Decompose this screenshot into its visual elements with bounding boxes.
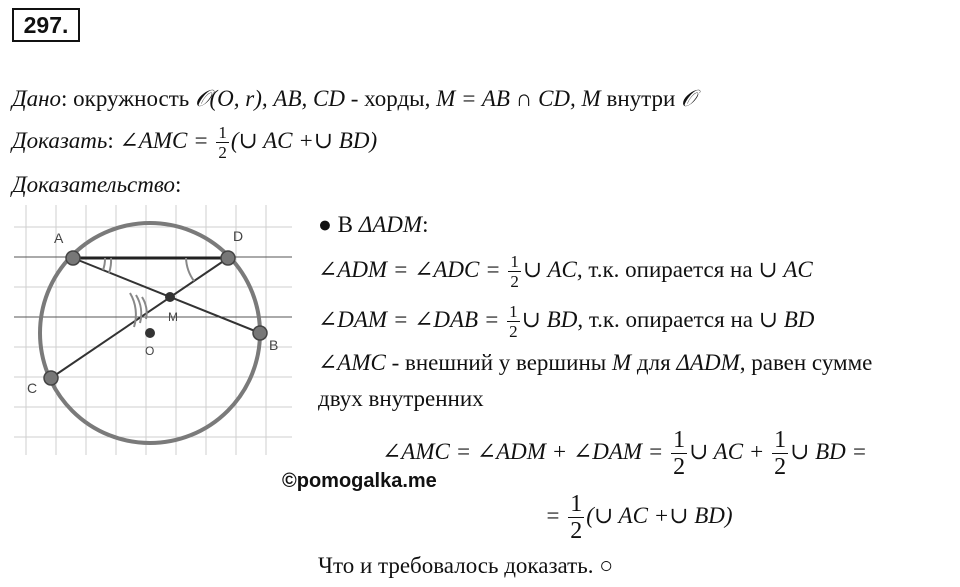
watermark: ©pomogalka.me — [282, 470, 437, 492]
proof-colon: : — [175, 172, 182, 197]
given-line — [12, 86, 696, 112]
given-chords-text: - хорды, — [344, 86, 437, 111]
proof-line-2: ∠DAM = ∠DAB = $\frac{1}{2}$ ∪ BD, т.к. опирается на ∪ BD — [318, 302, 815, 341]
proof-line-1: ∠ADM = ∠ADC = $\frac{1}{2}$ ∪ AC, т.к. опирается на ∪ AC — [318, 252, 813, 291]
prove-label: Доказать — [12, 127, 108, 153]
prove-fraction: $\frac{1}{2}$ — [218, 123, 227, 162]
point-m — [165, 292, 175, 302]
given-circle: 𝒪(O, r), — [195, 86, 268, 111]
prove-rhs: (∪ AC +∪ BD) — [230, 127, 378, 153]
proof-equation-1: ∠AMC = ∠ADM + ∠DAM = $\frac{1}{2}$ ∪ AC + $\frac{1}{2}$ ∪ BD = — [382, 427, 868, 480]
prove-colon: : — [107, 127, 120, 153]
bullet-triangle: ΔADM — [358, 212, 423, 237]
proof-label: Доказательство — [12, 172, 176, 197]
label-m: M — [168, 310, 178, 324]
proof-label-line — [12, 172, 181, 198]
geometry-figure — [14, 205, 292, 455]
prove-lhs: ∠AMC = — [119, 127, 209, 153]
label-b: B — [269, 337, 279, 353]
label-c: C — [27, 380, 38, 396]
point-b — [253, 326, 267, 340]
half-fraction: $\frac{1}{2}$ — [774, 427, 787, 480]
bullet-text: ● В — [318, 212, 359, 237]
label-d: D — [233, 228, 244, 244]
proof-line-4: двух внутренних — [318, 386, 484, 411]
conclusion: Что и требовалось доказать. ○ — [318, 553, 614, 578]
half-fraction: $\frac{1}{2}$ — [509, 302, 518, 341]
half-fraction: $\frac{1}{2}$ — [510, 252, 519, 291]
problem-number: 297. — [12, 8, 80, 42]
label-a: A — [54, 230, 64, 246]
point-c — [44, 371, 58, 385]
given-inside-text: внутри — [600, 86, 682, 111]
point-a — [66, 251, 80, 265]
given-circle-ref: 𝒪 — [681, 86, 696, 111]
point-d — [221, 251, 235, 265]
half-fraction: $\frac{1}{2}$ — [673, 427, 686, 480]
half-fraction: $\frac{1}{2}$ — [570, 491, 583, 544]
given-text: : окружность — [61, 86, 196, 111]
chord-dc — [51, 258, 228, 378]
given-label: Дано — [12, 86, 62, 111]
point-o — [145, 328, 155, 338]
label-o: O — [145, 344, 155, 358]
proof-bullet-line: ● В ΔADM: — [318, 212, 429, 237]
proof-line-3: ∠AMC - внешний у вершины M для ΔADM, равен сумме — [318, 350, 873, 375]
prove-line — [12, 124, 377, 161]
given-chords: AB, CD — [273, 86, 345, 111]
given-m-def: M = AB ∩ CD, M — [436, 86, 601, 111]
proof-equation-2: = $\frac{1}{2}$ (∪ AC +∪ BD) — [545, 491, 733, 544]
